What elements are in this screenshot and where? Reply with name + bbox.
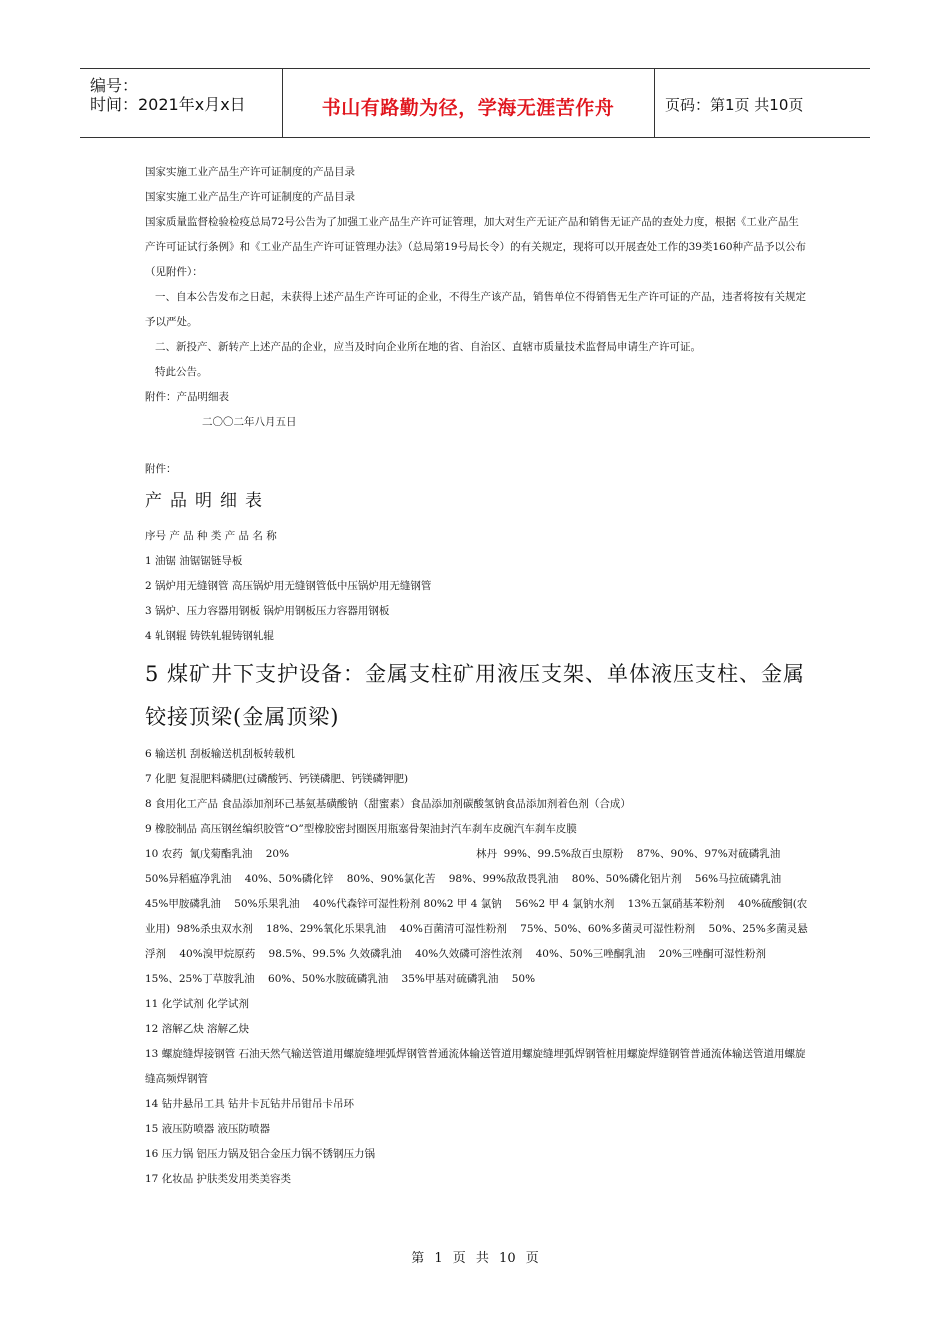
header-motto-cell	[282, 69, 655, 137]
list-item: 12 溶解乙炔 溶解乙炔	[145, 1023, 250, 1035]
header-motto: 书山有路勤为径，学海无涯苦作舟	[321, 97, 615, 119]
list-item: 2 锅炉用无缝钢管 高压锅炉用无缝钢管低中压锅炉用无缝钢管	[145, 580, 432, 592]
list-item: 1 油锯 油锯锯链导板	[145, 555, 243, 567]
announcement-clause-1: 一、自本公告发布之日起，未获得上述产品生产许可证的企业，不得生产该产品，销售单位不得销售无生产许可证的产品，违者将按有关规定予以严处。	[145, 291, 806, 328]
list-item: 17 化妆品 护肤类发用类美容类	[145, 1173, 292, 1185]
document-time-label: 时间：2021年x月x日	[90, 95, 246, 114]
header-page-number: 页码：第1页 共10页	[665, 96, 804, 114]
list-item-pesticides: 10 农药 氰戊菊酯乳油 20% 林丹 99%、99.5%敌百虫原粉 87%、90%、97%对硫磷乳油 50%异稻瘟净乳油 40%、50%磷化锌 80%、90%氯化苦 98%、99%敌敌畏乳油 80%、50%磷化铝片剂 56%马拉硫磷乳油 45%甲胺磷乳油 50%乐果乳油 40%代森锌可湿性粉剂 80%2 甲 4 氯钠 56%2 甲 4 氯钠水剂 13%五氯硝基苯粉剂 40%硫酸铜(农业用) 98%杀虫双水剂 18%、29%氧化乐果乳油 40%百菌清可湿性粉剂 75%、50%、60%多菌灵可湿性粉剂 50%、25%多菌灵悬浮剂 40%溴甲烷原药 98.5%、99.5% 久效磷乳油 40%久效磷可溶性浓剂 40%、50%三唑酮乳油 20%三唑酮可湿性粉剂 15%、25%丁草胺乳油 60%、50%水胺硫磷乳油 35%甲基对硫磷乳油 50%	[145, 848, 808, 985]
catalog-title-line: 国家实施工业产品生产许可证制度的产品目录	[145, 191, 355, 203]
list-item: 16 压力锅 铝压力锅及铝合金压力锅不锈钢压力锅	[145, 1148, 376, 1160]
page-header	[80, 68, 870, 138]
announcement-clause-2: 二、新投产、新转产上述产品的企业，应当及时向企业所在地的省、自治区、直辖市质量技术监督局申请生产许可证。	[155, 341, 701, 353]
list-item: 3 锅炉、压力容器用钢板 锅炉用钢板压力容器用钢板	[145, 605, 390, 617]
document-number-label: 编号：	[90, 76, 139, 95]
list-item: 14 钻井悬吊工具 钻井卡瓦钻井吊钳吊卡吊环	[145, 1098, 355, 1110]
list-item: 8 食用化工产品 食品添加剂环己基氨基磺酸钠（甜蜜素）食品添加剂碳酸氢钠食品添加剂着色剂（合成）	[145, 798, 631, 810]
header-info-cell	[80, 69, 283, 137]
attachment-label: 附件：	[145, 463, 177, 475]
list-item: 11 化学试剂 化学试剂	[145, 998, 250, 1010]
attachment-reference: 附件：产品明细表	[145, 391, 229, 403]
document-body	[145, 160, 809, 1192]
list-item: 9 橡胶制品 高压钢丝编织胶管“O”型橡胶密封圈医用瓶塞骨架油封汽车刹车皮碗汽车刹车皮膜	[145, 823, 577, 835]
table-title: 产品明细表	[145, 491, 270, 511]
list-item: 13 螺旋缝焊接钢管 石油天然气输送管道用螺旋缝埋弧焊钢管普通流体输送管道用螺旋缝埋弧焊钢管桩用螺旋焊缝钢管普通流体输送管道用螺旋缝高频焊钢管	[145, 1048, 806, 1085]
page-footer: 第 1 页 共 10 页	[411, 1251, 539, 1266]
catalog-title-line: 国家实施工业产品生产许可证制度的产品目录	[145, 166, 355, 178]
list-item: 7 化肥 复混肥料磷肥(过磷酸钙、钙镁磷肥、钙镁磷钾肥)	[145, 773, 409, 785]
list-item: 15 液压防喷器 液压防喷器	[145, 1123, 271, 1135]
announcement-paragraph: 国家质量监督检验检疫总局72号公告为了加强工业产品生产许可证管理，加大对生产无证产品和销售无证产品的查处力度，根据《工业产品生产许可证试行条例》和《工业产品生产许可证管理办法》（总局第19号局长令）的有关规定，现将可以开展查处工作的39类160种产品予以公布（见附件）：	[145, 216, 807, 278]
table-column-header: 序号 产 品 种 类 产 品 名 称	[145, 530, 277, 542]
list-item: 6 输送机 刮板输送机刮板转载机	[145, 748, 295, 760]
list-item: 4 轧钢辊 铸铁轧辊铸钢轧辊	[145, 630, 274, 642]
announcement-date: 二〇〇二年八月五日	[202, 416, 297, 428]
list-item-large: 5 煤矿井下支护设备：金属支柱矿用液压支架、单体液压支柱、金属铰接顶梁(金属顶梁)	[145, 662, 806, 729]
announcement-closing: 特此公告。	[155, 366, 208, 378]
header-page-cell	[655, 69, 870, 137]
